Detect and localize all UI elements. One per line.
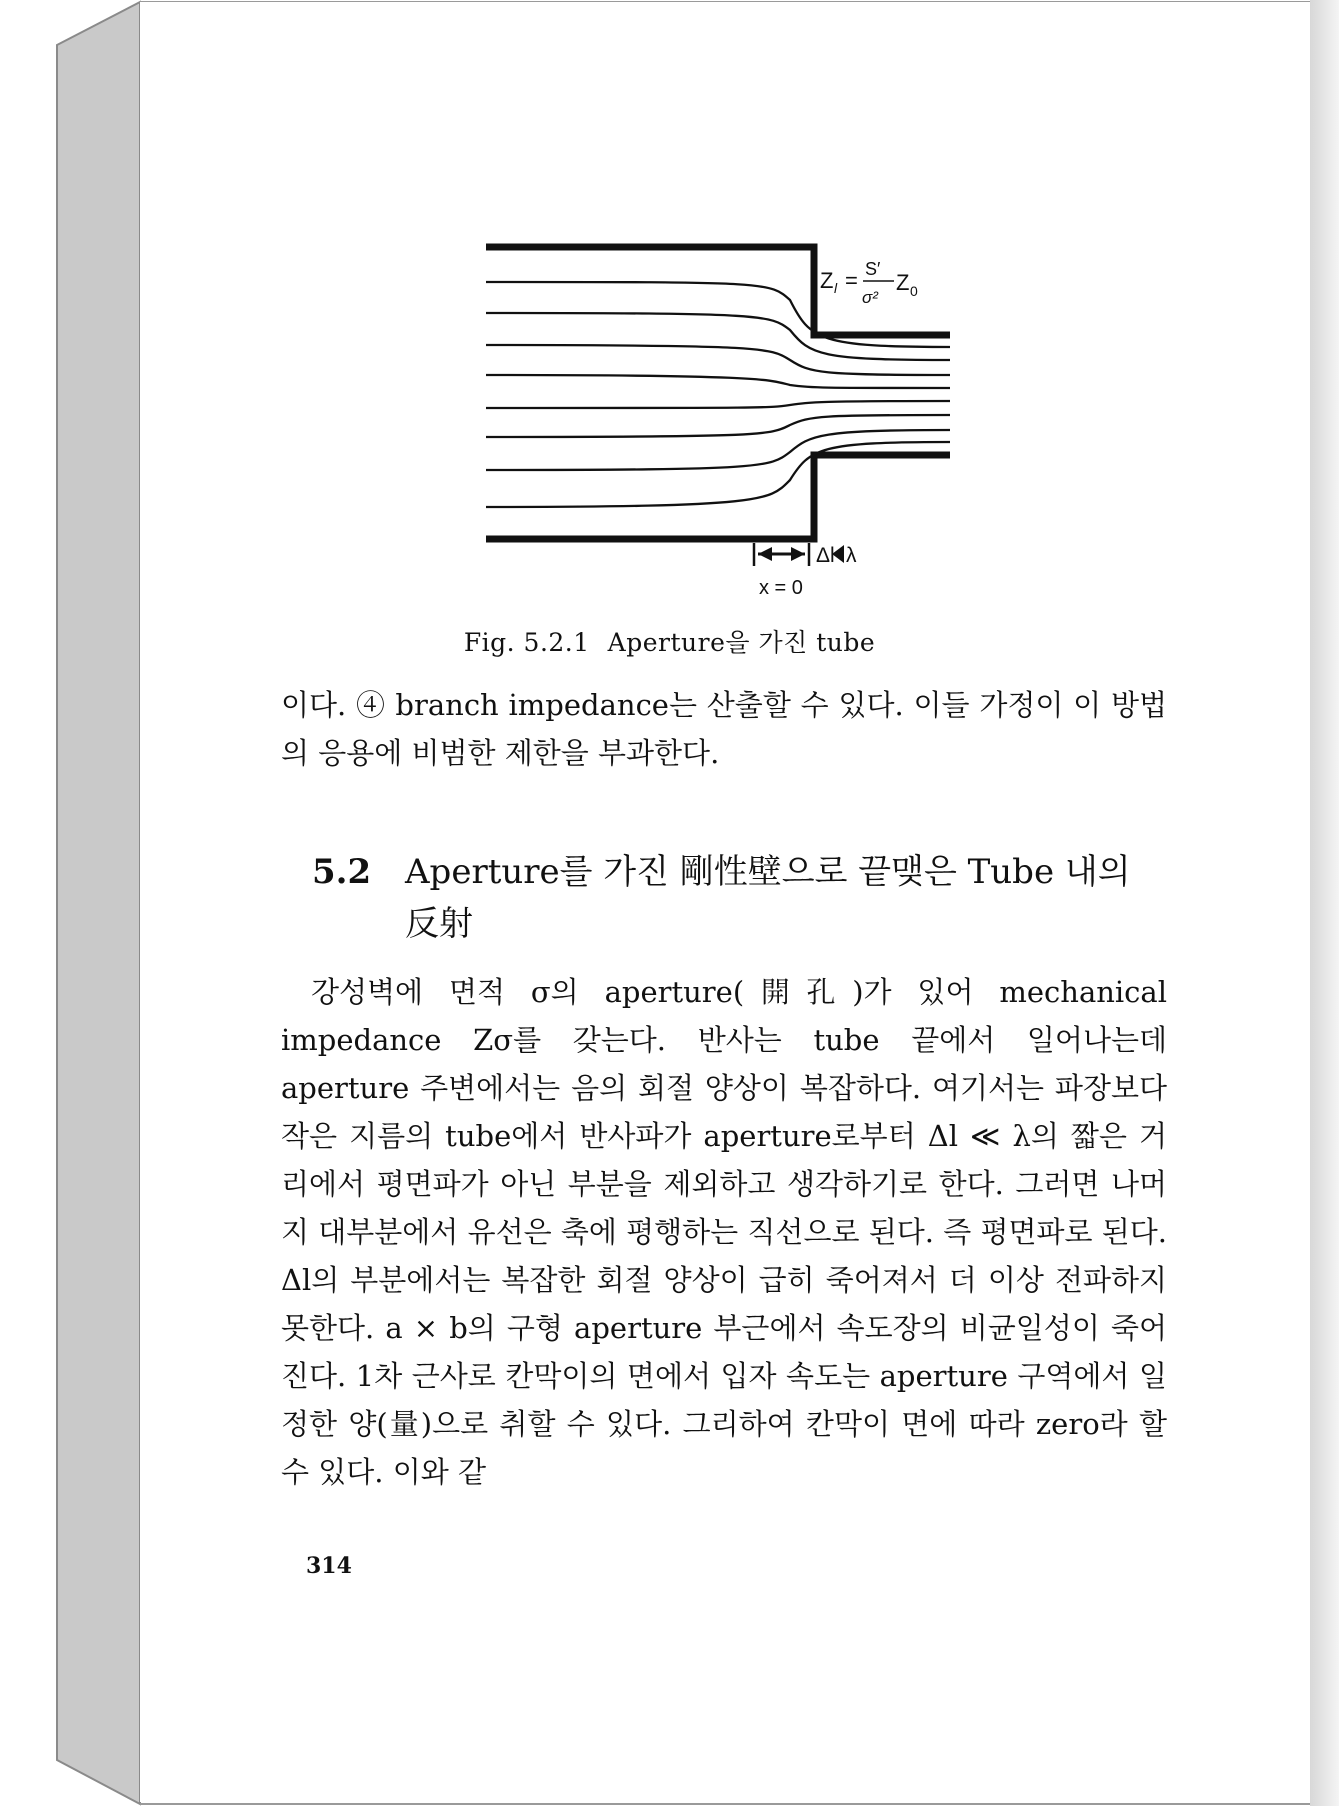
z-l-symbol: Z xyxy=(820,268,834,293)
figure-caption xyxy=(0,623,1339,659)
paragraph-2-text: 강성벽에 면적 σ의 aperture(開孔)가 있어 mechanical impedance Zσ를 갖는다. 반사는 tube 끝에서 일어나는데 aperture 주변에서는 음의 회절 양상이 복잡하다. 여기서는 파장보다 작은 지름의 tube에서 반사파가 aperture로부터 Δl ≪ λ의 짧은 거리에서 평면파가 아닌 부분을 제외하고 생각하기로 한다. 그러면 나머지 대부분에서 유선은 축에 평행하는 직선으로 된다. 즉 평면파로 된다. Δl의 부분에서는 복잡한 회절 양상이 급히 죽어져서 더 이상 전파하지 못한다. a × b의 구형 aperture 부근에서 속도장의 비균일성이 죽어진다. 1차 근사로 칸막이의 면에서 입자 속도는 aperture 구역에서 일정한 양(量)으로 취할 수 있다. 그리하여 칸막이 면에 따라 zero라 할 수 있다. 이와 같 xyxy=(281,975,1167,1489)
z-l-subscript: l xyxy=(834,280,838,296)
page-number: 314 xyxy=(306,1553,352,1579)
aperture-tube-figure xyxy=(470,230,970,610)
fraction-denominator: σ² xyxy=(862,288,878,307)
x-zero-label: x = 0 xyxy=(759,577,803,599)
paragraph-1 xyxy=(281,681,1167,777)
equals-sign: = xyxy=(845,268,858,293)
streamlines xyxy=(486,282,950,507)
streamline-diagram xyxy=(470,230,970,610)
upper-wall xyxy=(486,247,950,335)
section-title: Aperture를 가진 剛性壁으로 끝맺은 Tube 내의 反射 xyxy=(405,852,1131,944)
section-number: 5.2 xyxy=(312,852,372,892)
delta-l-label: Δl xyxy=(816,544,835,567)
z0-symbol: Z xyxy=(896,270,910,295)
figure-number: Fig. 5.2.1 xyxy=(463,628,590,657)
paragraph-2 xyxy=(281,968,1167,1496)
figure-caption-text: Aperture을 가진 tube xyxy=(607,628,876,657)
paragraph-1-text: 이다. ④ branch impedance는 산출할 수 있다. 이들 가정이 이 방법의 응용에 비범한 제한을 부과한다. xyxy=(281,688,1167,770)
page-edge-shadow xyxy=(1310,0,1339,1806)
lambda-label: λ xyxy=(846,544,857,567)
fraction-numerator: S′ xyxy=(865,259,881,279)
z0-subscript: 0 xyxy=(910,283,918,299)
